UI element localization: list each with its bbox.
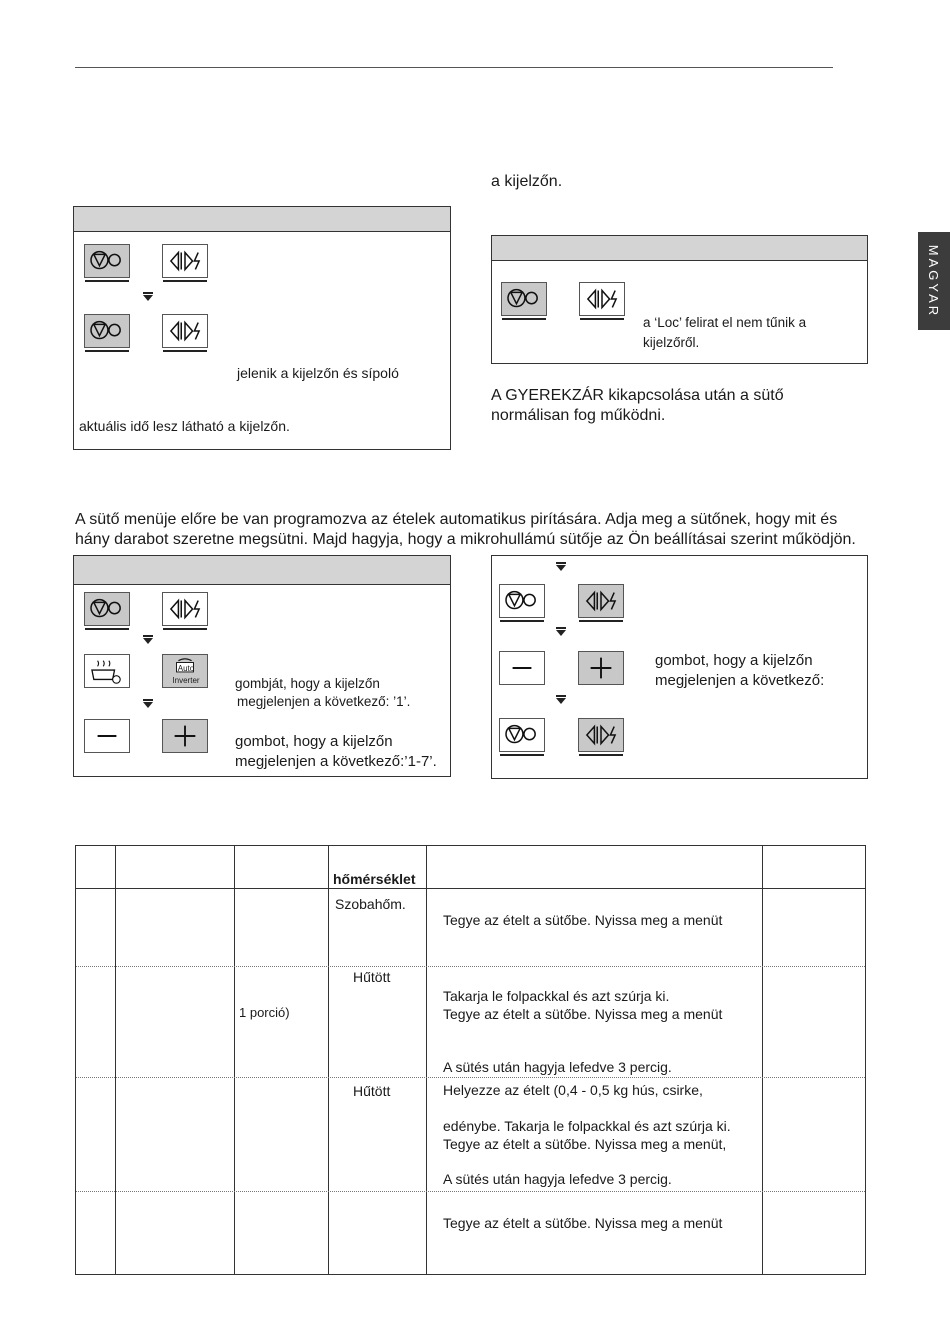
column-divider	[762, 846, 763, 1274]
row-divider	[76, 1077, 865, 1078]
down-arrow-icon	[556, 630, 566, 636]
row3-instr1: Helyezze az ételt (0,4 - 0,5 kg hús, csirke,	[443, 1082, 703, 1098]
start-button[interactable]	[578, 718, 624, 752]
plus-button[interactable]	[578, 651, 624, 685]
row3-instr3: Tegye az ételt a sütőbe. Nyissa meg a menüt,	[443, 1136, 727, 1152]
start-button[interactable]	[579, 282, 625, 316]
intro-line1: A sütő menüje előre be van programozva az ételek automatikus pirítására. Adja meg a sütőnek, hogy mit és	[75, 511, 838, 528]
language-tab: MAGYAR	[918, 232, 950, 330]
stop-clear-icon	[502, 283, 546, 315]
header-temperature: hőmérséklet	[333, 871, 416, 887]
auto-cook-continue-box	[491, 555, 868, 779]
minus-icon	[85, 720, 129, 752]
stop-button[interactable]	[84, 244, 130, 278]
minus-icon	[500, 652, 544, 684]
down-arrow-icon	[143, 638, 153, 644]
minus-button[interactable]	[499, 651, 545, 685]
auto-cook-table	[75, 845, 866, 1275]
inverter-label: Inverter	[172, 676, 200, 685]
start-icon	[579, 585, 623, 617]
plus-icon	[163, 720, 207, 752]
box2-line2: kijelzőről.	[643, 335, 700, 350]
row2-temp: Hűtött	[353, 969, 391, 985]
box3-plus-line1: gombot, hogy a kijelzőn	[235, 733, 393, 750]
column-divider	[328, 846, 329, 1274]
after-lock-line2: normálisan fog működni.	[491, 407, 666, 424]
start-icon	[163, 593, 207, 625]
box-header	[74, 207, 450, 232]
auto-cook-button[interactable]	[84, 654, 130, 688]
row3-temp: Hűtött	[353, 1083, 391, 1099]
start-icon	[163, 315, 207, 347]
child-lock-on-box	[73, 206, 451, 450]
after-lock-line1: A GYEREKZÁR kikapcsolása után a sütő	[491, 387, 784, 404]
start-icon	[163, 245, 207, 277]
auto-inverter-button[interactable]	[162, 654, 208, 688]
box1-line2: aktuális idő lesz látható a kijelzőn.	[79, 418, 290, 434]
row2-instr3: A sütés után hagyja lefedve 3 percig.	[443, 1059, 672, 1075]
row3-instr2: edénybe. Takarja le folpackkal és azt szúrja ki.	[443, 1118, 731, 1134]
column-divider	[234, 846, 235, 1274]
column-divider	[426, 846, 427, 1274]
down-arrow-icon	[556, 565, 566, 571]
box4-line1: gombot, hogy a kijelzőn	[655, 652, 813, 669]
stop-clear-icon	[85, 245, 129, 277]
box3-auto-line1: gombját, hogy a kijelzőn	[235, 676, 380, 691]
row1-temp: Szobahőm.	[335, 896, 406, 912]
row4-instr1: Tegye az ételt a sütőbe. Nyissa meg a menüt	[443, 1215, 723, 1231]
auto-cook-steps-box	[73, 555, 451, 777]
start-button[interactable]	[162, 314, 208, 348]
box-header	[492, 236, 867, 261]
stop-clear-icon	[85, 315, 129, 347]
start-button[interactable]	[578, 584, 624, 618]
stop-clear-icon	[500, 585, 544, 617]
start-icon	[580, 283, 624, 315]
stop-button[interactable]	[84, 314, 130, 348]
stop-button[interactable]	[84, 592, 130, 626]
header-rule	[75, 67, 833, 68]
row2-weight: 1 porció)	[239, 1005, 290, 1020]
minus-button[interactable]	[84, 719, 130, 753]
down-arrow-icon	[143, 295, 153, 301]
start-icon	[579, 719, 623, 751]
start-button[interactable]	[162, 244, 208, 278]
row1-instr1: Tegye az ételt a sütőbe. Nyissa meg a menüt	[443, 912, 723, 928]
stop-button[interactable]	[501, 282, 547, 316]
box-header	[74, 556, 450, 585]
start-button[interactable]	[162, 592, 208, 626]
box1-line1: jelenik a kijelzőn és sípoló	[237, 365, 399, 381]
row-divider	[76, 966, 865, 967]
down-arrow-icon	[143, 702, 153, 708]
plus-button[interactable]	[162, 719, 208, 753]
box3-auto-line2: megjelenjen a következő: ’1’.	[237, 694, 411, 709]
child-lock-off-box	[491, 235, 868, 364]
row2-instr2: Tegye az ételt a sütőbe. Nyissa meg a menüt	[443, 1006, 723, 1022]
row2-instr1: Takarja le folpackkal és azt szúrja ki.	[443, 988, 670, 1004]
auto-cook-icon	[85, 655, 129, 687]
box3-plus-line2: megjelenjen a következő:’1-7’.	[235, 753, 437, 770]
plus-icon	[579, 652, 623, 684]
stop-button[interactable]	[499, 584, 545, 618]
row-divider	[76, 1191, 865, 1192]
intro-line2: hány darabot szeretne megsütni. Majd hagyja, hogy a mikrohullámú sütője az Ön beállításai szerint működjön.	[75, 531, 856, 548]
stop-clear-icon	[500, 719, 544, 751]
row3-instr4: A sütés után hagyja lefedve 3 percig.	[443, 1171, 672, 1187]
box4-line2: megjelenjen a következő:	[655, 672, 825, 689]
stop-button[interactable]	[499, 718, 545, 752]
stop-clear-icon	[85, 593, 129, 625]
header-divider	[76, 888, 865, 889]
down-arrow-icon	[556, 698, 566, 704]
auto-label: Auto	[177, 664, 195, 673]
box2-line1: a ‘Loc’ felirat el nem tűnik a	[643, 315, 807, 330]
top-right-text: a kijelzőn.	[491, 173, 563, 190]
column-divider	[115, 846, 116, 1274]
